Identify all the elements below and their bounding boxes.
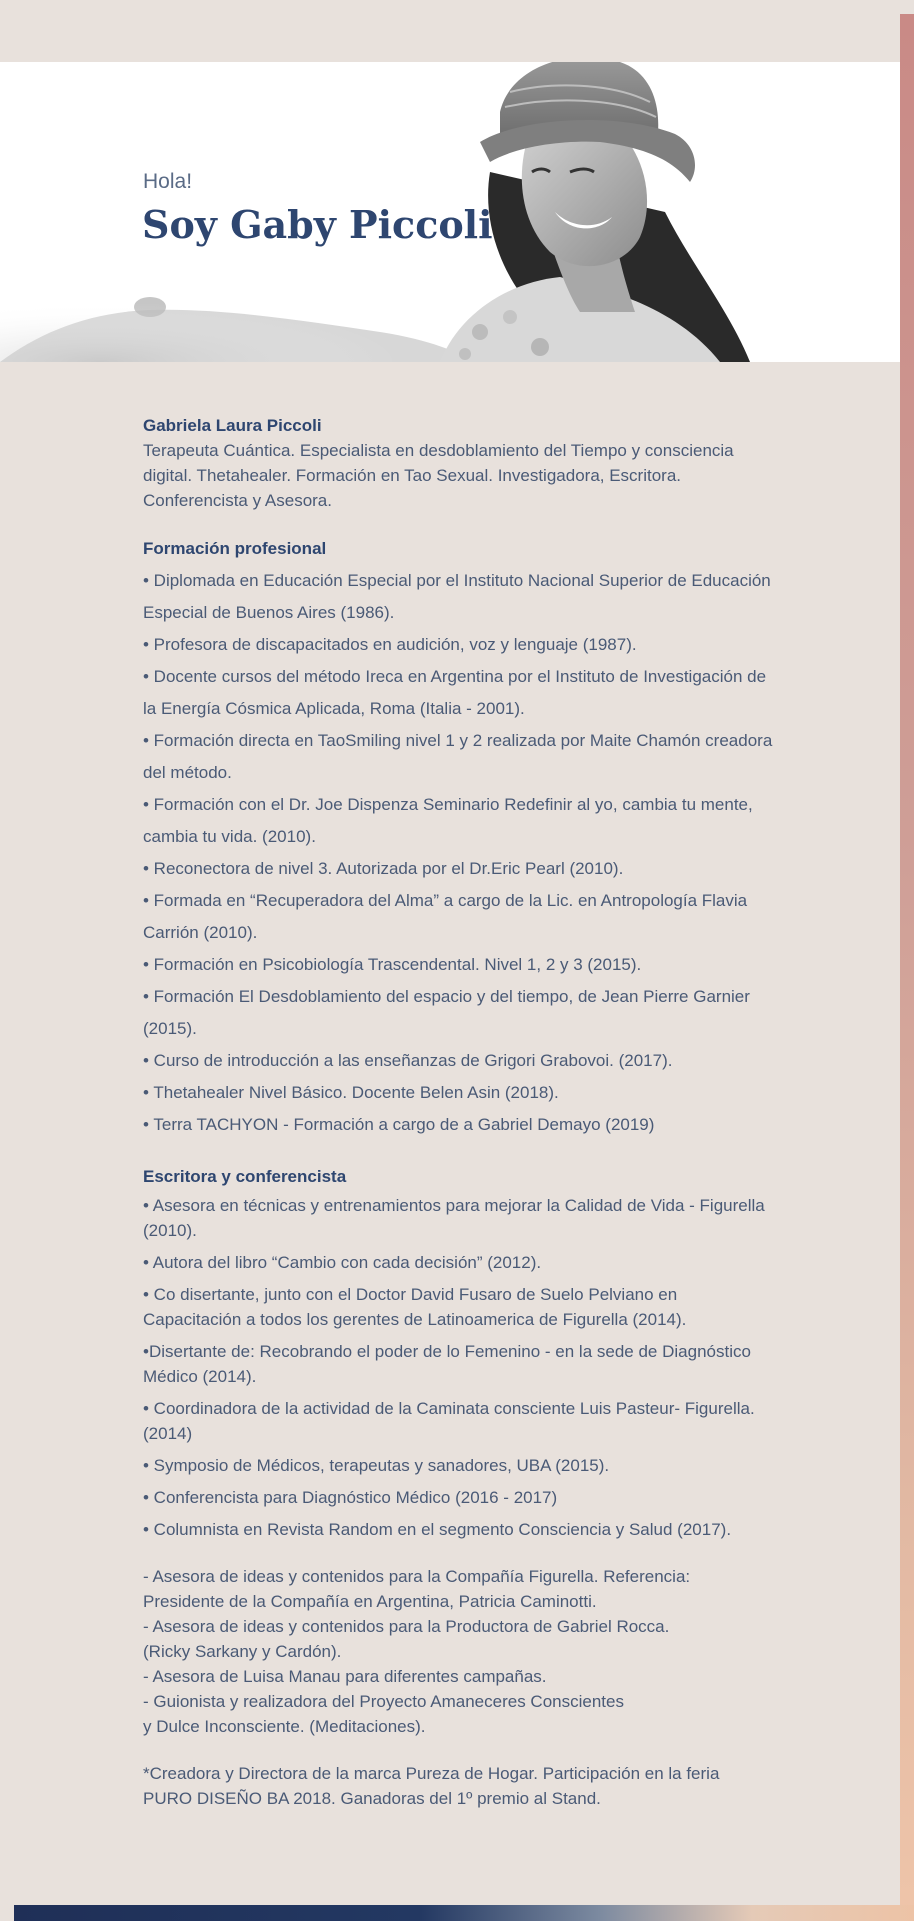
list-item: • Asesora en técnicas y entrenamientos para mejorar la Calidad de Vida - Figurella (2010). bbox=[143, 1196, 765, 1240]
asesora-line: (Ricky Sarkany y Cardón). bbox=[143, 1642, 342, 1661]
list-item: • Reconectora de nivel 3. Autorizada por el Dr.Eric Pearl (2010). bbox=[143, 859, 624, 878]
bio-content bbox=[143, 414, 773, 1811]
marca-line: *Creadora y Directora de la marca Pureza de Hogar. Participación en la feria bbox=[143, 1764, 720, 1783]
list-item: • Diplomada en Educación Especial por el Instituto Nacional Superior de Educación Especial de Buenos Aires (1986). bbox=[143, 571, 771, 622]
list-item: • Terra TACHYON - Formación a cargo de a Gabriel Demayo (2019) bbox=[143, 1115, 655, 1134]
list-item: • Autora del libro “Cambio con cada decisión” (2012). bbox=[143, 1253, 542, 1272]
list-item: • Co disertante, junto con el Doctor David Fusaro de Suelo Pelviano en Capacitación a todos los gerentes de Latinoamerica de Figurella (2014). bbox=[143, 1285, 687, 1329]
list-item: • Formación con el Dr. Joe Dispenza Seminario Redefinir al yo, cambia tu mente, cambia tu vida. (2010). bbox=[143, 795, 753, 846]
marca-block bbox=[143, 1761, 773, 1811]
escritora-list bbox=[143, 1193, 773, 1542]
list-item: •Disertante de: Recobrando el poder de lo Femenino - en la sede de Diagnóstico Médico (2014). bbox=[143, 1342, 751, 1386]
list-item: • Thetahealer Nivel Básico. Docente Belen Asin (2018). bbox=[143, 1083, 559, 1102]
list-item: • Docente cursos del método Ireca en Argentina por el Instituto de Investigación de la Energía Cósmica Aplicada, Roma (Italia - 2001). bbox=[143, 667, 767, 718]
asesora-line: - Asesora de ideas y contenidos para la Productora de Gabriel Rocca. bbox=[143, 1617, 670, 1636]
list-item: • Formación directa en TaoSmiling nivel 1 y 2 realizada por Maite Chamón creadora del método. bbox=[143, 731, 773, 782]
list-item: • Conferencista para Diagnóstico Médico (2016 - 2017) bbox=[143, 1488, 558, 1507]
list-item: • Coordinadora de la actividad de la Caminata consciente Luis Pasteur- Figurella. (2014) bbox=[143, 1399, 755, 1443]
marca-line: PURO DISEÑO BA 2018. Ganadoras del 1º premio al Stand. bbox=[143, 1789, 601, 1808]
asesora-line: y Dulce Inconsciente. (Meditaciones). bbox=[143, 1717, 426, 1736]
escritora-heading: Escritora y conferencista bbox=[143, 1167, 347, 1186]
hero-banner bbox=[0, 62, 900, 362]
formacion-list bbox=[143, 565, 773, 1141]
list-item: • Columnista en Revista Random en el segmento Consciencia y Salud (2017). bbox=[143, 1520, 732, 1539]
list-item: • Formada en “Recuperadora del Alma” a cargo de la Lic. en Antropología Flavia Carrión (2010). bbox=[143, 891, 748, 942]
asesora-block bbox=[143, 1564, 773, 1739]
list-item: • Symposio de Médicos, terapeutas y sanadores, UBA (2015). bbox=[143, 1456, 610, 1475]
page-right-edge bbox=[900, 14, 914, 1905]
bio-summary: Terapeuta Cuántica. Especialista en desdoblamiento del Tiempo y consciencia digital. Thetahealer. Formación en Tao Sexual. Investigadora, Escritora. Conferencista y Asesora. bbox=[143, 441, 734, 510]
formacion-heading: Formación profesional bbox=[143, 539, 327, 558]
greeting-text: Hola! bbox=[143, 170, 193, 193]
asesora-line: - Guionista y realizadora del Proyecto Amaneceres Conscientes bbox=[143, 1692, 624, 1711]
list-item: • Profesora de discapacitados en audición, voz y lenguaje (1987). bbox=[143, 635, 637, 654]
list-item: • Curso de introducción a las enseñanzas de Grigori Grabovoi. (2017). bbox=[143, 1051, 673, 1070]
page-bottom-bar bbox=[14, 1905, 914, 1921]
asesora-line: - Asesora de Luisa Manau para diferentes campañas. bbox=[143, 1667, 547, 1686]
asesora-line: Presidente de la Compañía en Argentina, Patricia Caminotti. bbox=[143, 1592, 597, 1611]
list-item: • Formación en Psicobiología Trascendental. Nivel 1, 2 y 3 (2015). bbox=[143, 955, 642, 974]
asesora-line: - Asesora de ideas y contenidos para la Compañía Figurella. Referencia: bbox=[143, 1567, 691, 1586]
page-title: Soy Gaby Piccoli bbox=[142, 202, 493, 247]
bio-name: Gabriela Laura Piccoli bbox=[143, 416, 322, 435]
list-item: • Formación El Desdoblamiento del espacio y del tiempo, de Jean Pierre Garnier (2015). bbox=[143, 987, 750, 1038]
